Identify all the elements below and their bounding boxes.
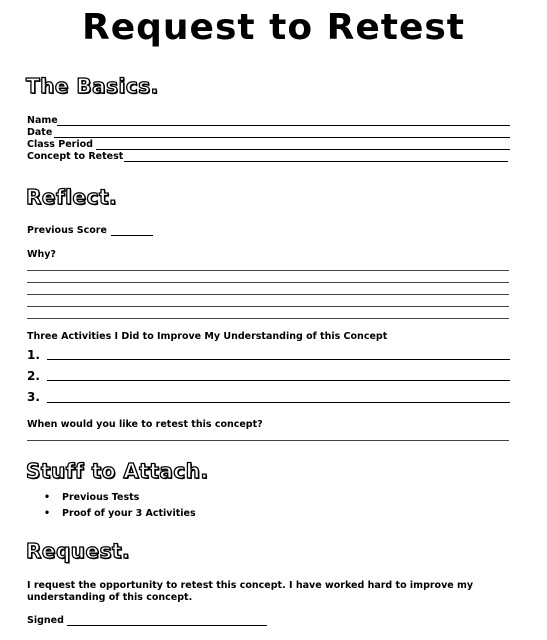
attach-item: • Previous Tests xyxy=(44,490,196,506)
bullet-icon: • xyxy=(44,508,51,519)
attach-item: • Proof of your 3 Activities xyxy=(44,506,196,522)
activity-field-3[interactable] xyxy=(47,402,510,403)
activities-heading: Three Activities I Did to Improve My Understanding of this Concept xyxy=(27,331,388,342)
class-period-field[interactable] xyxy=(96,149,510,150)
why-line-5[interactable] xyxy=(27,318,509,319)
name-field[interactable] xyxy=(57,125,510,126)
section-heading-basics: The Basics. xyxy=(26,74,159,98)
why-line-2[interactable] xyxy=(27,282,509,283)
name-label: Name xyxy=(27,115,58,126)
signed-label: Signed xyxy=(27,615,64,626)
activity-number-1: 1. xyxy=(27,348,40,362)
previous-score-field[interactable] xyxy=(111,235,153,236)
signature-field[interactable] xyxy=(67,625,267,626)
concept-field[interactable] xyxy=(124,161,508,162)
retest-date-field[interactable] xyxy=(27,440,509,441)
why-line-1[interactable] xyxy=(27,270,509,271)
date-field[interactable] xyxy=(54,137,510,138)
bullet-icon: • xyxy=(44,492,51,503)
why-label: Why? xyxy=(27,249,56,260)
request-statement: I request the opportunity to retest this concept. I have worked hard to improve my understanding of this concept. xyxy=(27,580,474,603)
form-title: Request to Retest xyxy=(82,7,465,48)
activity-number-2: 2. xyxy=(27,369,40,383)
why-line-4[interactable] xyxy=(27,306,509,307)
why-line-3[interactable] xyxy=(27,294,509,295)
activity-field-2[interactable] xyxy=(47,380,510,381)
date-label: Date xyxy=(27,127,53,138)
activity-field-1[interactable] xyxy=(47,359,510,360)
section-heading-reflect: Reflect. xyxy=(26,185,118,209)
concept-label: Concept to Retest xyxy=(27,151,124,162)
previous-score-label: Previous Score xyxy=(27,225,107,236)
retest-question: When would you like to retest this concept? xyxy=(27,419,263,430)
attach-list xyxy=(44,490,196,522)
class-period-label: Class Period xyxy=(27,139,93,150)
section-heading-request: Request. xyxy=(26,539,131,563)
activity-number-3: 3. xyxy=(27,390,40,404)
section-heading-attach: Stuff to Attach. xyxy=(26,459,209,483)
